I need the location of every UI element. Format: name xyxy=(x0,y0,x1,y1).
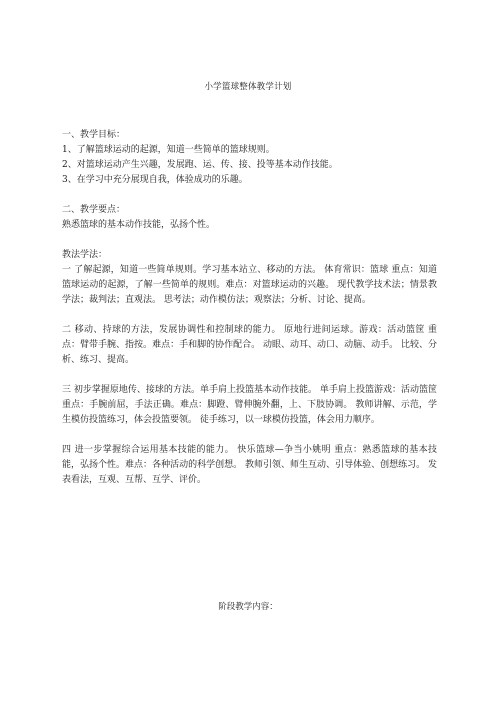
spacer xyxy=(62,428,437,443)
objectives-heading: 一、教学目标： xyxy=(62,130,126,140)
methods-paragraph-1: 一 了解起源，知道一些简单规则。学习基本站立、移动的方法。 体育常识：篮球 重点：知道篮球运动的起源，了解一些简单的规则。难点：对篮球运动的兴趣。 现代教学技术法；情景教学法；裁判法；直观法。 思考法；动作模仿法；观察法；分析、讨论、提高。 xyxy=(62,265,437,305)
objective-item: 3、在学习中充分展现自我，体验成功的乐趣。 xyxy=(62,175,248,185)
key-points-heading: 二、教学要点： xyxy=(62,205,126,215)
methods-paragraph-2: 二 移动、持球的方法，发展协调性和控制球的能力。 原地行进间运球。游戏：活动篮筐 重点：臂带手腕、指按。难点：手和脚的协作配合。 动眼、动耳、动口、动脑、动手。 比较、分析、练习、提高。 xyxy=(62,325,437,365)
spacer xyxy=(62,368,437,383)
methods-heading: 教法学法： xyxy=(62,250,108,260)
document-title: 小学篮球整体教学计划 xyxy=(204,82,292,92)
key-points-text: 熟悉篮球的基本动作技能，弘扬个性。 xyxy=(62,220,216,230)
objective-item: 1、了解篮球运动的起源，知道一些简单的篮球规则。 xyxy=(62,145,275,155)
stage-content-heading: 阶段教学内容： xyxy=(218,602,278,612)
spacer xyxy=(62,308,437,323)
methods-paragraph-3: 三 初步掌握原地传、接球的方法。单手肩上投篮基本动作技能。 单手肩上投篮游戏：活动篮筐 重点：手腕前屈，手法正确。难点：脚蹬、臂伸腕外翻，上、下肢协调。 教师讲解、示范，学生模仿投篮练习，体会投篮要领。 徒手练习，以一球模仿投篮，体会用力顺序。 xyxy=(62,385,437,425)
methods-paragraph-4: 四 进一步掌握综合运用基本技能的能力。 快乐篮球—争当小姚明 重点：熟悉篮球的基本技能，弘扬个性。难点：各种活动的科学创想。 教师引领、师生互动、引导体验、创想练习。 发表看法，互观、互帮、互学、评价。 xyxy=(62,445,437,485)
objective-item: 2、对篮球运动产生兴趣，发展跑、运、传、接、投等基本动作技能。 xyxy=(62,160,338,170)
spacer xyxy=(62,233,437,248)
spacer xyxy=(62,188,437,203)
document-body xyxy=(62,128,437,488)
